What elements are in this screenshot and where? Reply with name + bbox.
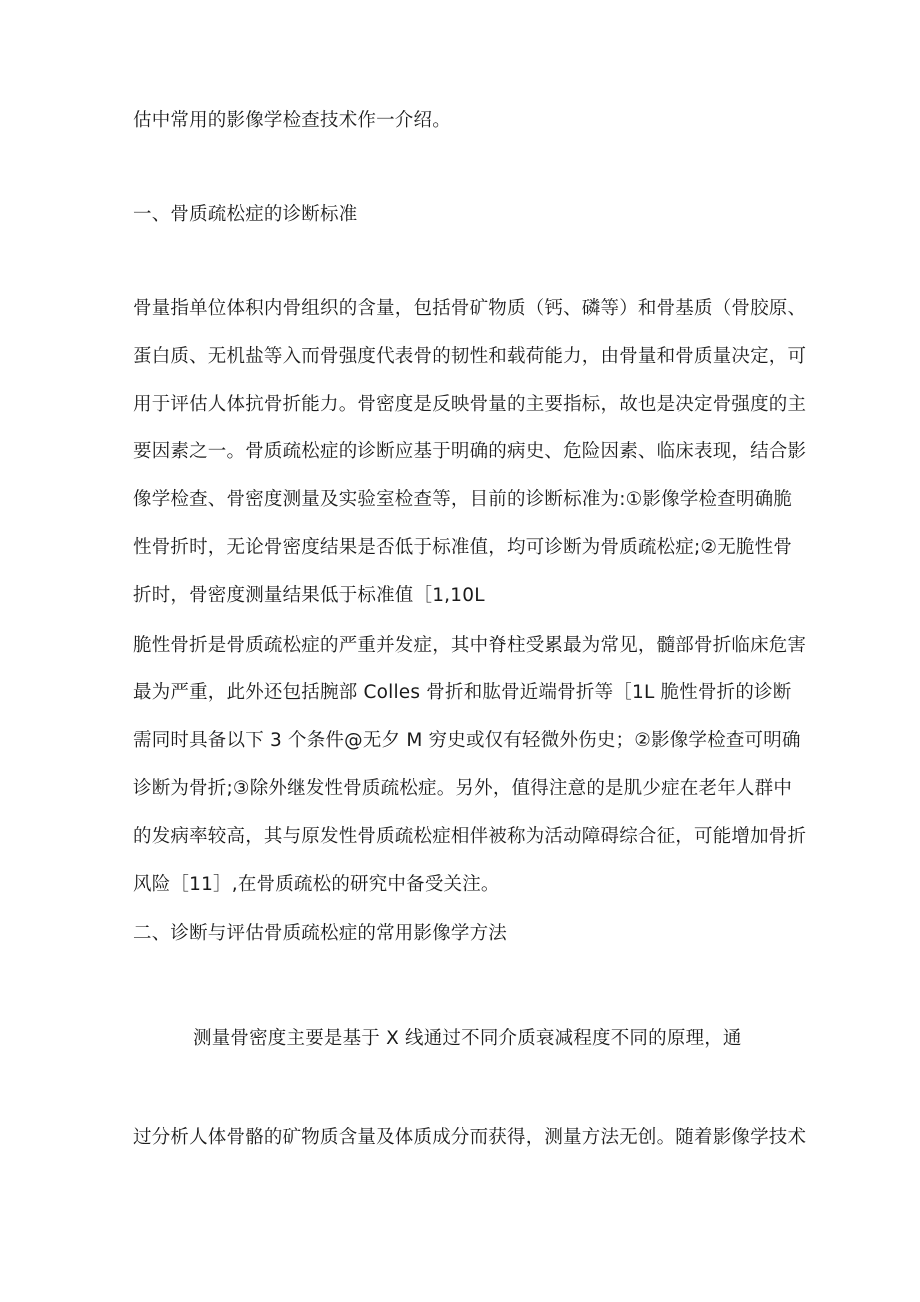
paragraph-line: 折时，骨密度测量结果低于标准值［1,10L [133, 585, 485, 606]
paragraph-line: 像学检查、骨密度测量及实验室检查等，目前的诊断标准为:①影像学检查明确脆 [133, 489, 793, 510]
paragraph-line: 需同时具备以下 3 个条件@无夕 M 穷史或仅有轻微外伤史；②影像学检查可明确 [133, 730, 801, 751]
paragraph-line: 性骨折时，无论骨密度结果是否低于标准值，均可诊断为骨质疏松症;②无脆性骨 [133, 537, 793, 558]
paragraph-line: 最为严重，此外还包括腕部 Colles 骨折和肱骨近端骨折等［1L 脆性骨折的诊断 [133, 682, 792, 703]
intro-line: 估中常用的影像学检查技术作一介绍。 [133, 110, 451, 131]
paragraph-line: 的发病率较高，其与原发性骨质疏松症相伴被称为活动障碍综合征，可能增加骨折 [133, 826, 807, 847]
paragraph-line: 骨量指单位体积内骨组织的含量，包括骨矿物质（钙、磷等）和骨基质（骨胶原、 [133, 298, 807, 319]
paragraph-line: 蛋白质、无机盐等入而骨强度代表骨的韧性和载荷能力，由骨量和骨质量决定，可 [133, 346, 807, 367]
paragraph-line: 要因素之一。骨质疏松症的诊断应基于明确的病史、危险因素、临床表现，结合影 [133, 441, 807, 462]
section-2-heading: 二、诊断与评估骨质疏松症的常用影像学方法 [133, 923, 508, 944]
paragraph-line: 脆性骨折是骨质疏松症的严重并发症，其中脊柱受累最为常见，髓部骨折临床危害 [133, 635, 807, 656]
paragraph-line: 诊断为骨折;③除外继发性骨质疏松症。另外，值得注意的是肌少症在老年人群中 [133, 778, 793, 799]
section-1-heading: 一、骨质疏松症的诊断标准 [133, 204, 358, 225]
paragraph-line: 用于评估人体抗骨折能力。骨密度是反映骨量的主要指标，故也是决定骨强度的主 [133, 394, 807, 415]
paragraph-line: 过分析人体骨骼的矿物质含量及体质成分而获得，测量方法无创。随着影像学技术 [133, 1127, 807, 1148]
paragraph-line: 风险［11］,在骨质疏松的研究中备受关注。 [133, 874, 500, 895]
paragraph-line-indented: 测量骨密度主要是基于 X 线通过不同介质衰减程度不同的原理，通 [193, 1028, 742, 1049]
